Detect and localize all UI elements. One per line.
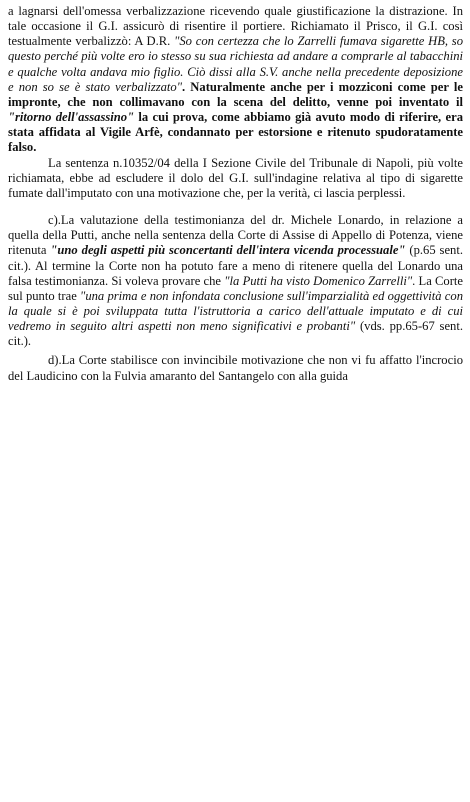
paragraph-text: (vds. pp.65-67 sent. cit.). <box>8 319 463 349</box>
paragraph-lonardo <box>8 213 463 349</box>
paragraph-text: . La Corte sul punto trae <box>8 273 463 303</box>
paragraph-text: c).La valutazione della testimonianza del dr. Michele Lonardo, in relazione a quella della Putti, anche nella sentenza della Corte di Assise di Appello di Potenza, viene ritenuta <box>8 213 463 258</box>
emphasis-aspetti-sconcertanti: "uno degli aspetti più sconcertanti dell'intera vicenda processuale" <box>50 243 406 258</box>
paragraph-sentenza-10352 <box>8 156 463 201</box>
paragraph-text: d).La Corte stabilisce con invincibile motivazione che non vi fu affatto l'incrocio del Laudicino con la Fulvia amaranto del Santangelo con alla guida <box>8 353 463 383</box>
paragraph-laudicino <box>8 353 463 383</box>
paragraph-text: a lagnarsi dell'omessa verbalizzazione ricevendo quale giustificazione la distrazione. In tale occasione il G.I. assicurò di risentire il portiere. Richiamato il Prisco, il G.I. così testualmente verbalizzò: A D.R. <box>8 4 463 49</box>
paragraph-text: (p.65 sent. cit.). Al termine la Corte non ha potuto fare a meno di ritenere quella del Lonardo una falsa testimonianza. Si voleva provare che <box>8 243 463 288</box>
emphasis-vigile-arfe: la cui prova, come abbiamo già avuto modo di riferire, era stata affidata al Vigile Arfè, condannato per estorsione e ritenuto spudoratamente falso. <box>8 110 463 155</box>
emphasis-mozziconi: . Naturalmente anche per i mozziconi come per le impronte, che non collimavano con la scena del delitto, venne poi inventato il <box>8 79 463 109</box>
paragraph-omessa-verbalizzazione <box>8 4 463 156</box>
quoted-testimony-prisco: "So con certezza che lo Zarrelli fumava sigarette HB, so questo perché più volte ero io stesso su sua richiesta ad andare a comprarle al tabacchini e qualche volta andava mio figlio. Ciò dissi alla S.V. anche nella precedente deposizione e non so se è stato verbalizzato" <box>8 34 463 94</box>
paragraph-text: La sentenza n.10352/04 della I Sezione Civile del Tribunale di Napoli, più volte richiamata, ebbe ad escludere il dolo del G.I. sull'indagine relativa al tipo di sigarette fumate dall'imputato con una motivazione che, per la verità, ci lascia perplessi. <box>8 155 463 200</box>
quoted-putti: "la Putti ha visto Domenico Zarrelli" <box>224 273 413 288</box>
emphasis-ritorno-assassino: "ritorno dell'assassino" <box>8 110 135 125</box>
quoted-conclusione: "una prima e non infondata conclusione sull'imparzialità ed oggettività con la quale si è poi sviluppata tutta l'istruttoria a carico dell'attuale imputato e di cui vedremo in seguito altri aspetti non meno significativi e probanti" <box>8 288 463 334</box>
